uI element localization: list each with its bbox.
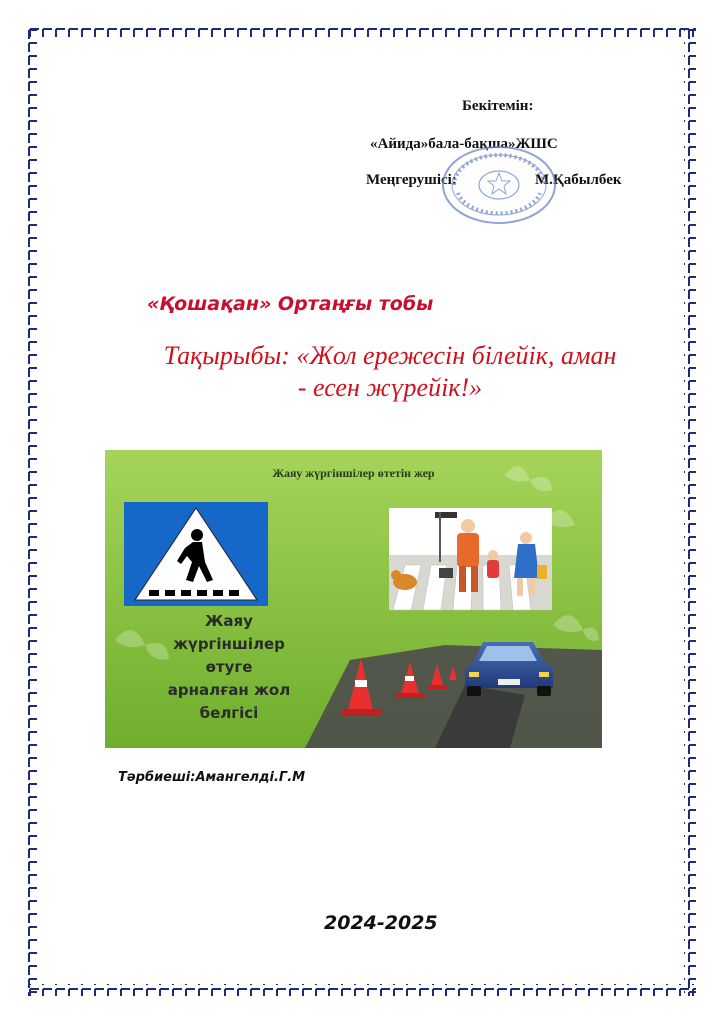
approval-position: Меңгерушісі: xyxy=(366,172,457,188)
topic-line-2: - есен жүрейік!» xyxy=(297,373,483,402)
crosswalk-illustration xyxy=(105,450,602,748)
approval-name: М.Қабылбек xyxy=(535,172,622,188)
crosswalk-sign-icon xyxy=(124,502,268,606)
academic-year: 2024-2025 xyxy=(324,912,438,934)
approval-title: Бекітемін: xyxy=(462,98,534,114)
sign-caption-line: белгісі xyxy=(199,704,259,722)
seal-stamp xyxy=(440,145,558,225)
sign-caption-line: өтуге xyxy=(205,658,253,676)
topic-line-1: Тақырыбы: «Жол ережесін білейік, аман xyxy=(163,341,617,370)
group-title: «Қошақан» Ортаңғы тобы xyxy=(147,293,434,315)
pedestrian-scene-icon xyxy=(389,508,552,610)
approval-organization: «Айида»бала-бақша»ЖШС xyxy=(370,136,558,152)
sign-caption xyxy=(149,610,309,725)
illustration-caption: Жаяу жүргіншілер өтетін жер xyxy=(272,466,435,480)
topic-title xyxy=(120,340,660,404)
sign-caption-line: Жаяу xyxy=(205,612,253,630)
sign-caption-line: жүргіншілер xyxy=(173,635,285,653)
teacher-name: Тәрбиеші:Амангелді.Г.М xyxy=(118,770,306,785)
sign-caption-line: арналған жол xyxy=(167,681,291,699)
